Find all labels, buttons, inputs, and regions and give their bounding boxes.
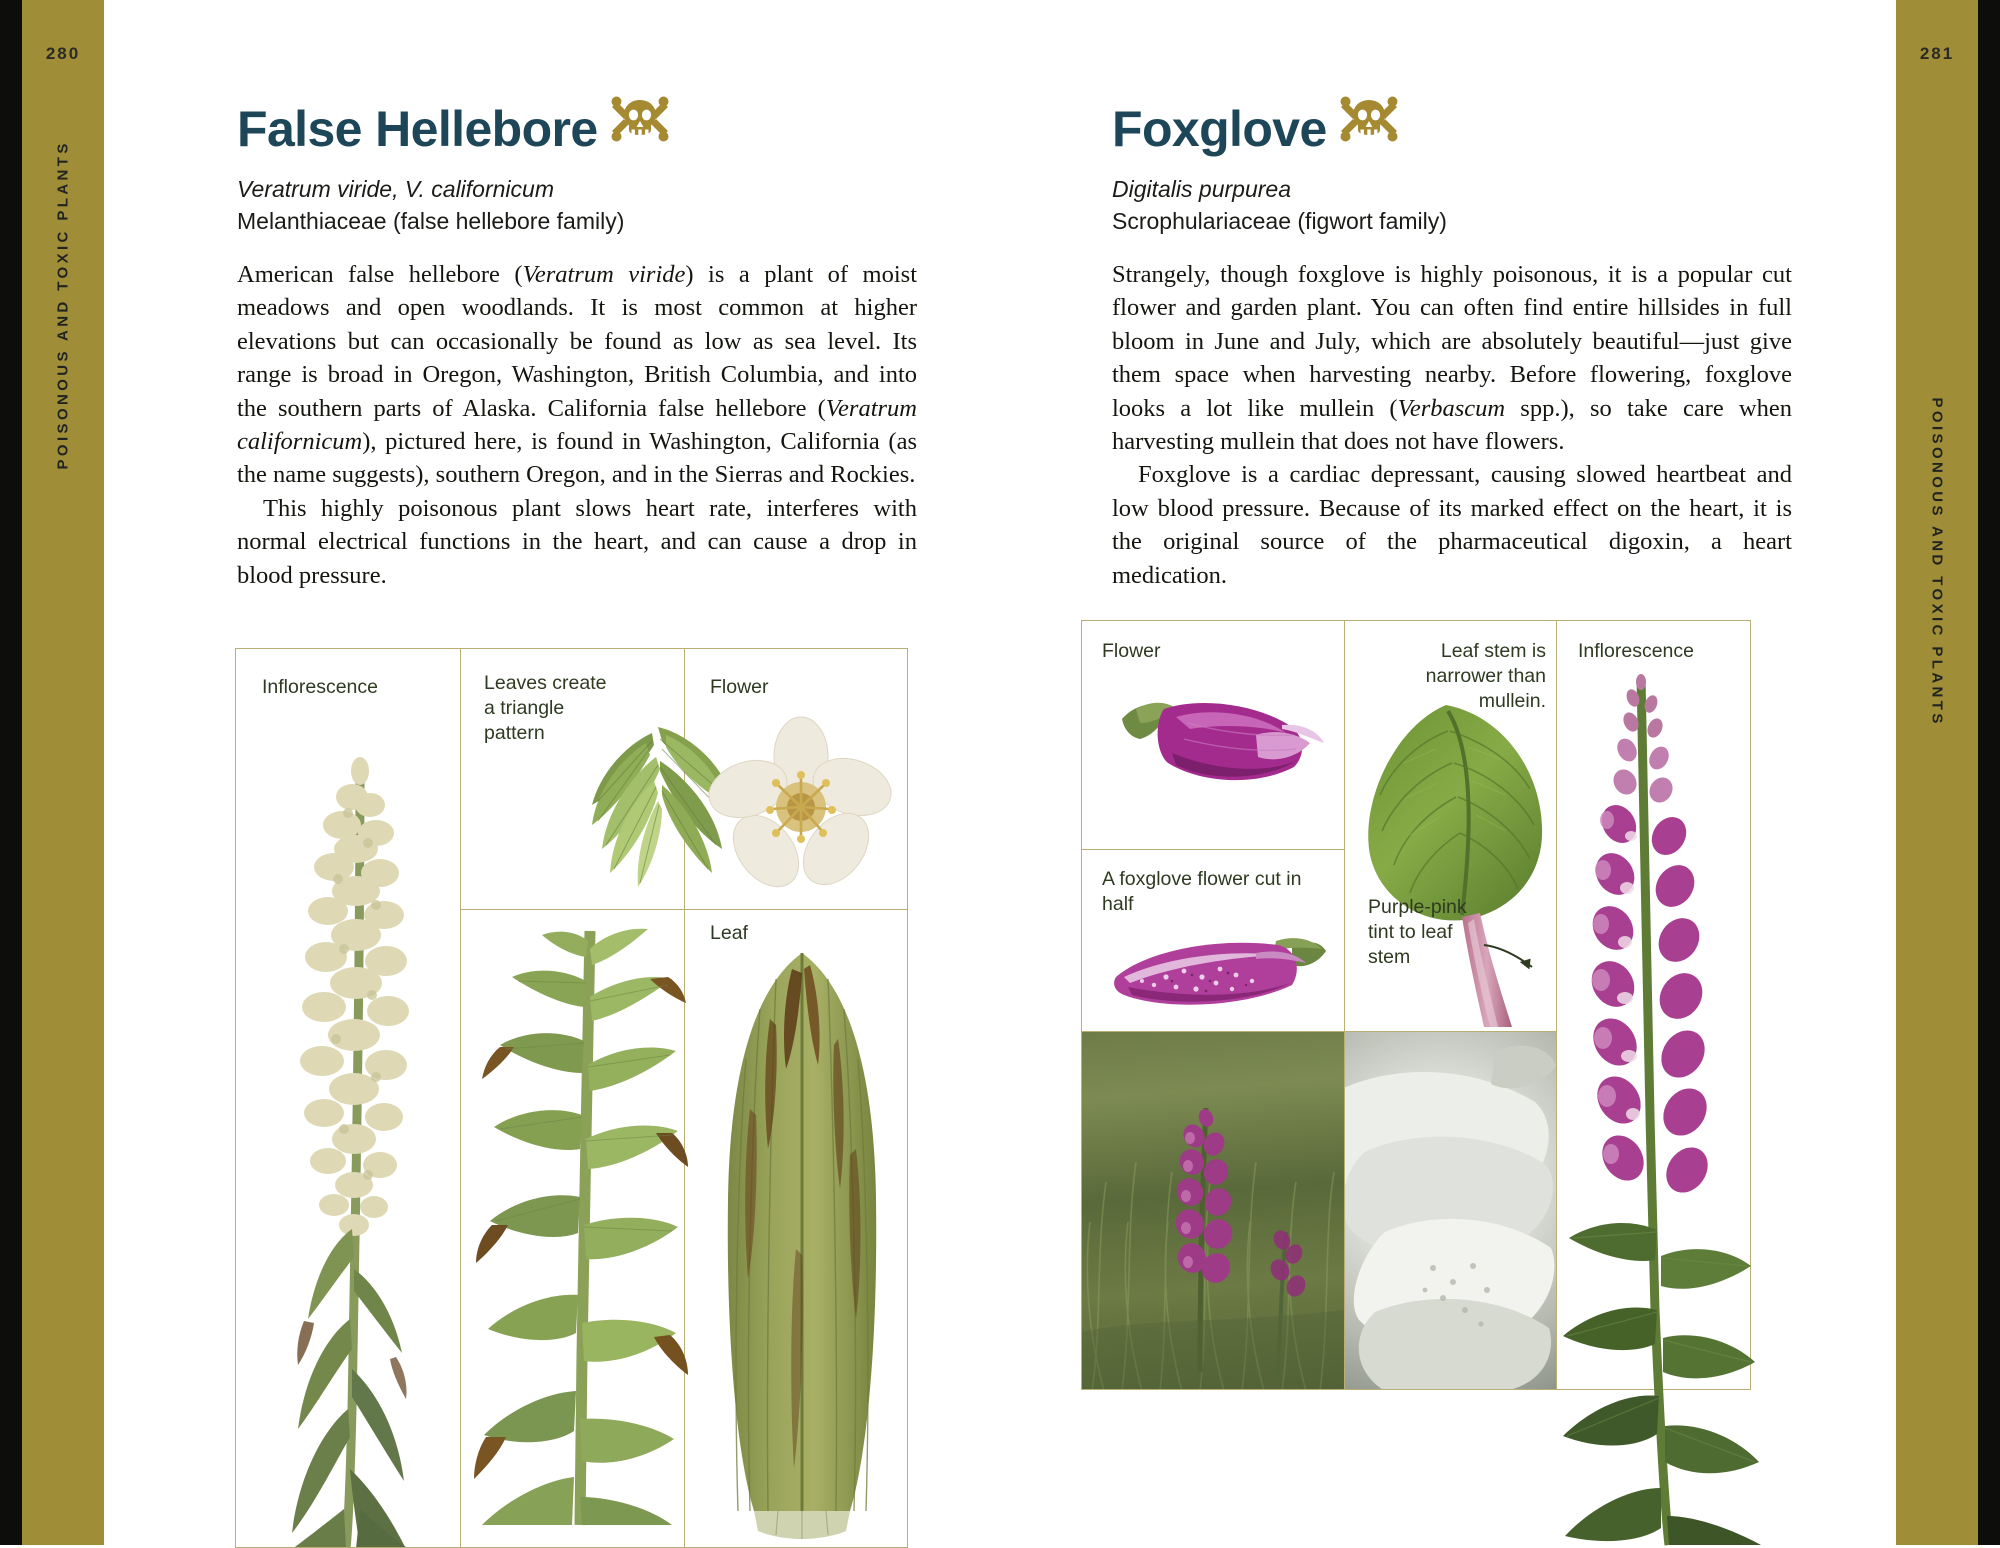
para1-seg3-italic: Veratrum californicum [237, 394, 917, 456]
section-label-left: POISONOUS AND TOXIC PLANTS [54, 140, 72, 470]
family-name-right: Scrophulariaceae (figwort family) [1112, 208, 1447, 234]
title-text-right: Foxglove [1112, 101, 1327, 157]
side-band-right [1896, 0, 1978, 1545]
hellebore-leaf-photo [706, 949, 896, 1539]
side-band-left [22, 0, 104, 1545]
caption-leaf: Leaf [710, 922, 748, 944]
body-text-right [1112, 258, 1792, 592]
page-number-left: 280 [45, 44, 81, 63]
rpara1-seg0: Strangely, though foxglove is highly poisonous, it is a popular cut flower and garden plant. You can often find entire hillsides in full bloom in June and July, which are absolutely beautiful—just give them space when harvesting nearby. Before flowering, foxglove looks a lot like mullein ( [1112, 261, 1792, 422]
page-title-right [1112, 96, 1397, 158]
skull-and-crossbones-icon [1341, 96, 1397, 142]
latin-name-right: Digitalis purpurea [1112, 176, 1291, 202]
pointer-arrow-icon [1482, 939, 1546, 979]
rpara1-seg1-italic: Verbascum [1397, 394, 1506, 422]
paragraph-right-1 [1112, 258, 1792, 458]
para1-seg2: ) is a plant of moist meadows and open woodlands. It is most common at higher elevations but can occasionally be found as low as sea level. Its range is broad in Oregon, Washington, British Columbia, and into the southern parts of Alaska. California false hellebore ( [237, 261, 918, 422]
caption-flower-cut-in-half: A foxglove flower cut in half [1102, 868, 1302, 915]
paragraph-left-2: This highly poisonous plant slows heart rate, interferes with normal electrical functions in the heart, and can cause a drop in blood pressure. [237, 494, 917, 589]
figure-false-hellebore [235, 648, 908, 1548]
paragraph-right-2: Foxglove is a cardiac depressant, causing slowed heartbeat and low blood pressure. Because of its marked effect on the heart, it is the original source of the pharmaceutical digoxin, a heart medication. [1112, 461, 1792, 589]
paragraph-left-1 [237, 258, 917, 492]
page-edge-right [1978, 0, 2000, 1545]
foxglove-bw-macro-photo [1345, 1032, 1556, 1390]
caption-foxglove-flower: Flower [1102, 640, 1161, 662]
caption-purple-pink-tint: Purple-pink tint to leaf stem [1368, 896, 1467, 968]
foxglove-cut-flower-photo [1106, 925, 1326, 1025]
figure-rule-horizontal-1 [460, 909, 908, 910]
caption-foxglove-inflorescence: Inflorescence [1578, 640, 1694, 662]
family-name-left: Melanthiaceae (false hellebore family) [237, 208, 625, 234]
before-flowering-photo [472, 925, 688, 1525]
latin-name-left: Veratrum viride, V. californicum [237, 176, 554, 202]
skull-and-crossbones-icon [612, 96, 668, 142]
caption-leaves-triangle: Leaves create a triangle pattern [484, 672, 607, 744]
fig-right-rule-horizontal-1 [1082, 849, 1344, 850]
hellebore-flower-photo [706, 715, 896, 899]
para1-seg1-italic: Veratrum viride [522, 261, 686, 288]
foxglove-inflorescence-photo [1545, 670, 1775, 1545]
para1-seg4: ), pictured here, is found in Washington, California (as the name suggests), southern Oregon, and in the Sierras and Rockies. [237, 428, 917, 489]
rpara1-seg2: spp.), so take care when harvesting mullein that does not have flowers. [1112, 394, 1792, 456]
inflorescence-photo [264, 709, 460, 1548]
section-label-right: POISONOUS AND TOXIC PLANTS [1928, 397, 1946, 727]
caption-flower: Flower [710, 676, 769, 698]
figure-rule-vertical-1 [460, 649, 461, 1548]
caption-leaf-stem-narrower: Leaf stem is narrower than mullein. [1425, 640, 1546, 712]
page-title-left [237, 96, 668, 158]
foxglove-flower-photo [1106, 683, 1326, 819]
caption-inflorescence: Inflorescence [262, 676, 378, 698]
page-edge-left [0, 0, 22, 1545]
body-text-left [237, 258, 917, 592]
page-number-right: 281 [1919, 44, 1955, 63]
title-text-left: False Hellebore [237, 101, 598, 157]
foxglove-habitat-photo [1082, 1032, 1344, 1390]
para1-seg0: American false hellebore ( [237, 261, 523, 288]
